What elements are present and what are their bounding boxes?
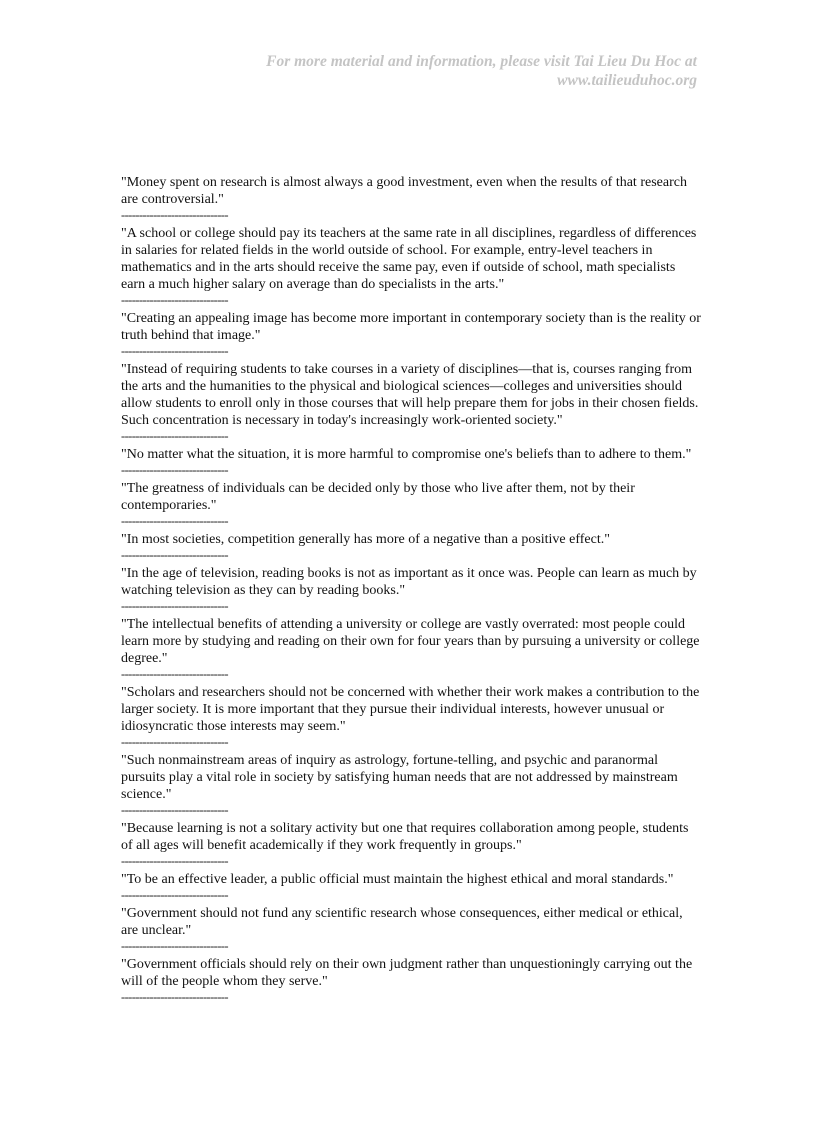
prompt-text: "In most societies, competition generally has more of a negative than a positive effect." [121,532,610,547]
prompt-text: "No matter what the situation, it is more harmful to compromise one's beliefs than to adhere to them." [121,447,692,462]
prompt-divider: ------------------------------ [121,429,228,443]
prompt-divider: ------------------------------ [121,548,228,562]
prompt-text: "The intellectual benefits of attending a university or college are vastly overrated: most people could learn more by studying and reading on their own for four years than by pursuing a university or college degree." [121,617,700,666]
header-note [177,52,697,90]
prompt-divider: ------------------------------ [121,293,228,307]
prompt-text: "The greatness of individuals can be decided only by those who live after them, not by their contemporaries." [121,481,635,513]
prompt-text: "Government should not fund any scientific research whose consequences, either medical or ethical, are unclear." [121,906,683,938]
prompt-divider: ------------------------------ [121,854,228,868]
prompt-divider: ------------------------------ [121,888,228,902]
prompt-text: "Scholars and researchers should not be concerned with whether their work makes a contribution to the larger society. It is more important that they pursue their individual interests, however unusual or idiosyncratic those interests may seem." [121,685,700,734]
header-note-url: www.tailieuduhoc.org [557,72,697,89]
prompt-divider: ------------------------------ [121,208,228,222]
prompt-divider: ------------------------------ [121,344,228,358]
header-note-line-1: For more material and information, please visit Tai Lieu Du Hoc at [266,53,697,70]
prompt-divider: ------------------------------ [121,803,228,817]
prompt-divider: ------------------------------ [121,735,228,749]
prompt-text: "Instead of requiring students to take courses in a variety of disciplines—that is, courses ranging from the arts and the humanities to the physical and biological sciences—colleges and universities should allow students to enroll only in those courses that will help prepare them for jobs in their chosen fields. Such concentration is necessary in today's increasingly work-oriented society." [121,362,699,428]
prompt-text: "Because learning is not a solitary activity but one that requires collaboration among people, students of all ages will benefit academically if they work frequently in groups." [121,821,689,853]
prompt-divider: ------------------------------ [121,463,228,477]
prompt-text: "Creating an appealing image has become more important in contemporary society than is the reality or truth behind that image." [121,311,701,343]
prompt-text: "Government officials should rely on their own judgment rather than unquestioningly carrying out the will of the people whom they serve." [121,957,693,989]
prompt-divider: ------------------------------ [121,939,228,953]
prompt-text: "Money spent on research is almost always a good investment, even when the results of that research are controversial." [121,175,687,207]
prompt-text: "In the age of television, reading books is not as important as it once was. People can learn as much by watching television as they can by reading books." [121,566,697,598]
prompt-divider: ------------------------------ [121,667,228,681]
prompt-divider: ------------------------------ [121,599,228,613]
prompt-text: "A school or college should pay its teachers at the same rate in all disciplines, regardless of differences in salaries for related fields in the world outside of school. For example, entry-level teachers in mathematics and in the arts should receive the same pay, even if outside of school, math specialists earn a much higher salary on average than do specialists in the arts." [121,226,697,292]
prompt-text: "To be an effective leader, a public official must maintain the highest ethical and moral standards." [121,872,674,887]
prompt-text: "Such nonmainstream areas of inquiry as astrology, fortune-telling, and psychic and paranormal pursuits play a vital role in society by satisfying human needs that are not addressed by mainstream science." [121,753,678,802]
prompt-divider: ------------------------------ [121,514,228,528]
prompt-list [121,174,701,1007]
prompt-divider: ------------------------------ [121,990,228,1004]
